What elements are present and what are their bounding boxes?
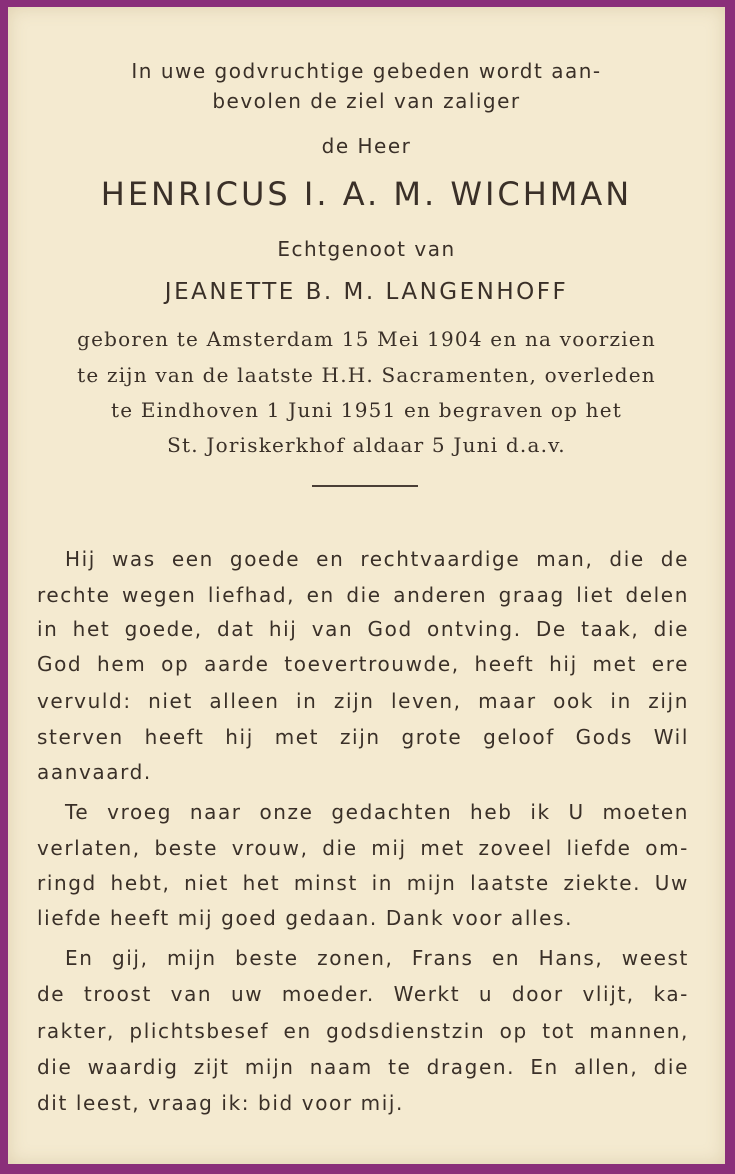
text-line: En gij, mijn beste zonen, Frans en Hans, weest <box>65 946 689 970</box>
text-line: in het goede, dat hij van God ontving. De taak, die <box>37 617 689 641</box>
intro-line-2: bevolen de ziel van zaliger <box>212 89 521 113</box>
text-line: die waardig zijt mijn naam te dragen. En allen, die <box>37 1055 689 1079</box>
honorific: de Heer <box>321 134 412 158</box>
text-line: dit leest, vraag ik: bid voor mij. <box>37 1091 404 1115</box>
text-line: Te vroeg naar onze gedachten heb ik U moeten <box>65 800 689 824</box>
text-line: rakter, plichtsbesef en godsdienstzin op tot mannen, <box>37 1019 689 1043</box>
intro-line-1: In uwe godvruchtige gebeden wordt aan- <box>131 59 602 83</box>
bio-line: te Eindhoven 1 Juni 1951 en begraven op het <box>110 398 622 422</box>
memorial-card <box>8 7 725 1164</box>
text-line: vervuld: niet alleen in zijn leven, maar ook in zijn <box>37 689 689 713</box>
text-line: liefde heeft mij goed gedaan. Dank voor alles. <box>37 906 574 930</box>
text-line: sterven heeft hij met zijn grote geloof Gods Wil <box>37 725 689 749</box>
text-line: de troost van uw moeder. Werkt u door vlijt, ka- <box>37 982 689 1006</box>
text-line: Hij was een goede en rechtvaardige man, die de <box>65 547 689 571</box>
text-line: ringd hebt, niet het minst in mijn laatste ziekte. Uw <box>37 871 689 895</box>
deceased-name: HENRICUS I. A. M. WICHMAN <box>100 175 633 213</box>
text-line: aanvaard. <box>37 760 152 784</box>
text-line: verlaten, beste vrouw, die mij met zoveel liefde om- <box>37 836 689 860</box>
text-line: God hem op aarde toevertrouwde, heeft hij met ere <box>37 652 689 676</box>
bio-line: te zijn van de laatste H.H. Sacramenten, overleden <box>77 363 656 387</box>
spouse-name: JEANETTE B. M. LANGENHOFF <box>164 279 569 305</box>
spouse-intro: Echtgenoot van <box>277 237 456 261</box>
bio-line: geboren te Amsterdam 15 Mei 1904 en na voorzien <box>77 327 656 351</box>
text-line: rechte wegen liefhad, en die anderen graag liet delen <box>37 583 689 607</box>
bio-line: St. Joriskerkhof aldaar 5 Juni d.a.v. <box>167 433 566 457</box>
divider <box>312 485 418 487</box>
